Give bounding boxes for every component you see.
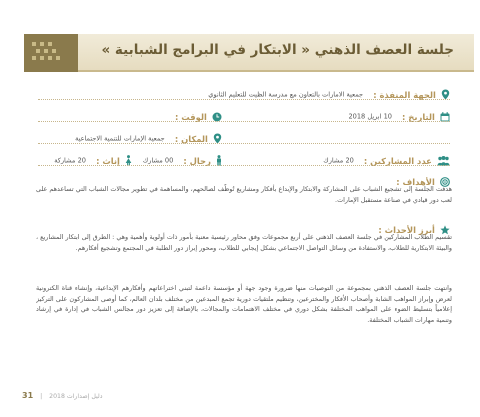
date-value: 10 ابريل 2018 xyxy=(348,112,392,121)
goals-text: هدفت الجلسة إلى تشجيع الشباب على المشاركة والابتكار والإبداع بأفكار ومشاريع تُوظّف لصالحهم، والمساهمة في تطوير مجالات الشباب التي تساعدهم على لعب دور قيادي في صناعة مستقبل الإمارات. xyxy=(36,185,452,204)
page-number: 31 xyxy=(22,391,34,400)
page-footer xyxy=(22,391,103,400)
organizer-value: جمعية الامارات بالتعاون مع مدرسة الظيت للتعليم الثانوي xyxy=(208,90,364,99)
goals-title: الأهداف : xyxy=(396,176,435,187)
participants-row xyxy=(323,150,450,169)
page-title: جلسة العصف الذهني « الابتكار في البرامج الشبابية » xyxy=(101,42,454,58)
time-label: الوقت : xyxy=(175,111,207,122)
date-row xyxy=(348,106,450,125)
divider xyxy=(38,143,450,144)
divider xyxy=(38,121,450,122)
participants-value: 20 مشارك xyxy=(323,156,354,165)
organizer-label: الجهة المنفذة : xyxy=(373,89,436,100)
divider xyxy=(38,165,450,166)
calendar-icon xyxy=(440,112,450,122)
place-row xyxy=(75,128,222,147)
participants-label: عدد المشاركين : xyxy=(363,155,432,166)
organizer-row xyxy=(208,84,450,103)
dot-pattern-decoration xyxy=(30,40,70,66)
date-label: التاريخ : xyxy=(402,111,435,122)
place-value: جمعية الإمارات للتنمية الاجتماعية xyxy=(75,134,165,143)
men-value: 00 مشارك xyxy=(142,156,174,165)
events-title: أبرز الأحداث : xyxy=(378,224,435,235)
place-label: المكان : xyxy=(174,133,208,144)
time-row xyxy=(170,106,222,125)
footer-separator: | xyxy=(40,393,43,400)
publication-name: دليل إصدارات 2018 xyxy=(49,393,103,400)
group-icon xyxy=(437,156,450,166)
divider xyxy=(38,99,450,100)
clock-icon xyxy=(212,112,222,122)
men-label: رجال : xyxy=(183,155,211,166)
women-label: إناث : xyxy=(96,155,120,166)
women-value: 20 مشاركة xyxy=(54,156,86,165)
men-row xyxy=(143,150,222,169)
women-row xyxy=(54,150,132,169)
events-paragraph-1: تقسيم الطلاب المشاركين في جلسة العصف الذهني على أربع مجموعات وفق محاور رئيسية معنية بأمور ذات أولوية وأهمية وهي : الطرق إلى ابتكار المشاريع ، والبيئة الابتكارية للطلاب، والاستفادة من وسائل التواصل الاجتماعي بشكل إيجابي للطلاب، ومحور إبراز دور الطلبة في المجتمع وتشجيع أفكارهم. xyxy=(36,233,452,252)
events-paragraph-2: وانتهت جلسة العصف الذهني بمجموعة من التوصيات منها ضرورة وجود جهة أو مؤسسة داعمة لتبني اختراعاتهم وأفكارهم الإبداعية، وإنشاء قناة الكترونية لعرض وإبراز المواهب الشابة وأصحاب الأفكار والمخترعين، وتنظيم ملتقيات دورية تجمع المبدعين من مختلف بلدان العالم، كما أوصى المشاركون على التركيز إعلامياً بتسليط الضوء على المواهب المختلفة بشكل دوري في مختلف الاهتمامات والمجالات، بالإضافة إلى تعزيز دور مجالس الشباب في إدارة في إرشاد وتنمية مهارات الشباب المختلفة. xyxy=(36,284,452,324)
